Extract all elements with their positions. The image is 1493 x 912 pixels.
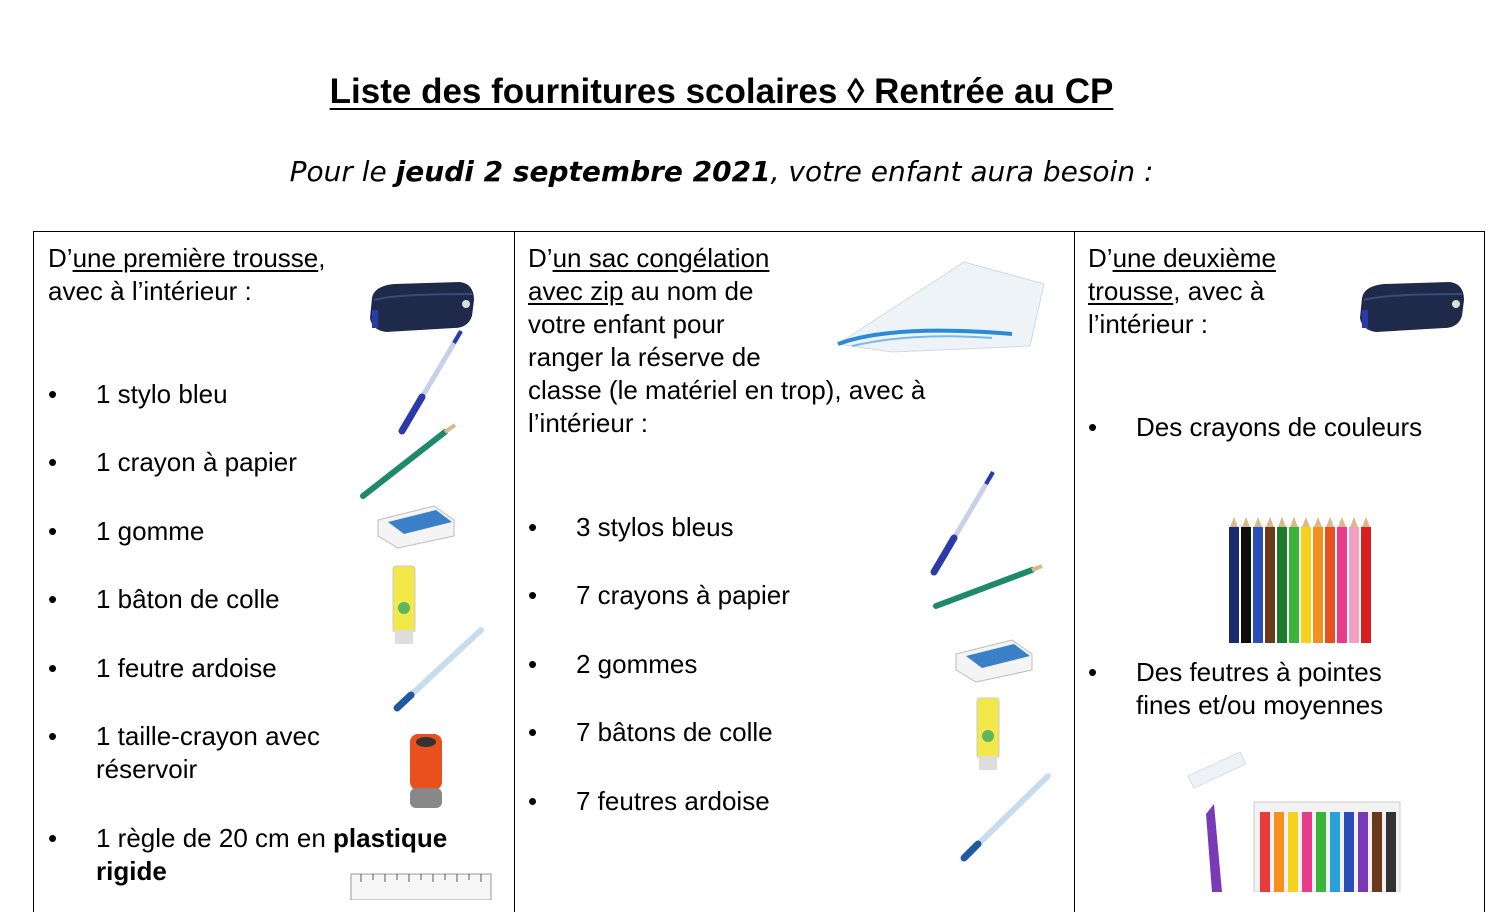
freezer-bag-intro: D’un sac congélation avec zip au nom de votre enfant pour ranger la réserve de classe (le matériel en trop), avec à l’intérieur : [528, 243, 926, 438]
first-pouch-intro: D’une première trousse, avec à l’intérieur : [48, 243, 326, 306]
list-item-continued: rigide [96, 856, 167, 886]
column-first-pouch: D’une première trousse, avec à l’intérieur : • 1 stylo bleu • 1 crayon à papier • 1 gomme • 1 bâton de colle • 1 feutre ardoise • 1 taille-crayon avec réservoir • 1 règle de 20 cm en plastique rigide [34, 232, 515, 912]
list-item: 7 feutres ardoise [576, 786, 770, 816]
list-item: 1 stylo bleu [96, 379, 228, 409]
page-subtitle: Pour le jeudi 2 septembre 2021, votre enfant aura besoin : [289, 155, 1154, 188]
list-item: 2 gommes [576, 649, 698, 679]
list-item: 7 crayons à papier [576, 580, 790, 610]
freezer-bag-image [832, 254, 1052, 354]
pencil-case-image [1354, 270, 1469, 340]
column-freezer-bag: D’un sac congélation avec zip au nom de votre enfant pour ranger la réserve de classe (le matériel en trop), avec à l’intérieur : • 3 stylos bleus • 7 crayons à papier • 2 gommes • 7 bâtons de colle • 7 feutres ardoise [514, 232, 1075, 912]
list-item: 1 crayon à papier [96, 447, 297, 477]
list-item: 1 feutre ardoise [96, 653, 277, 683]
pencil-image [359, 422, 459, 502]
glue-stick-image [974, 696, 1004, 772]
pencil-image [932, 562, 1047, 612]
eraser-image [374, 500, 459, 552]
column-second-pouch: D’une deuxième trousse, avec à l’intérieur : • Des crayons de couleurs • Des feutres à pointes fines et/ou moyennes [1074, 232, 1483, 912]
list-item-continued: réservoir [96, 754, 198, 784]
list-item: 7 bâtons de colle [576, 717, 773, 747]
list-item: 1 gomme [96, 516, 205, 546]
list-item-continued: fines et/ou moyennes [1136, 690, 1384, 720]
page-title: Liste des fournitures scolaires ◊ Rentrée au CP [329, 72, 1114, 111]
eraser-image [952, 634, 1037, 686]
list-item: 1 règle de 20 cm en plastique [96, 823, 448, 853]
ruler-image [349, 870, 494, 900]
whiteboard-marker-image [389, 624, 489, 716]
list-item: Des feutres à pointes [1136, 657, 1382, 687]
whiteboard-marker-image [956, 770, 1056, 866]
supplies-table [33, 231, 1485, 912]
rentree-date: jeudi 2 septembre 2021 [395, 155, 771, 188]
list-item: Des crayons de couleurs [1136, 412, 1423, 442]
felt-pens-image [1182, 742, 1402, 892]
list-item: 3 stylos bleus [576, 512, 734, 542]
blue-pen-image [394, 327, 469, 437]
pencil-sharpener-image [406, 730, 446, 812]
list-item: 1 taille-crayon avec [96, 721, 320, 751]
second-pouch-intro: D’une deuxième trousse, avec à l’intérieur : [1088, 243, 1276, 339]
list-item: 1 bâton de colle [96, 584, 280, 614]
colored-pencils-image [1226, 517, 1386, 645]
